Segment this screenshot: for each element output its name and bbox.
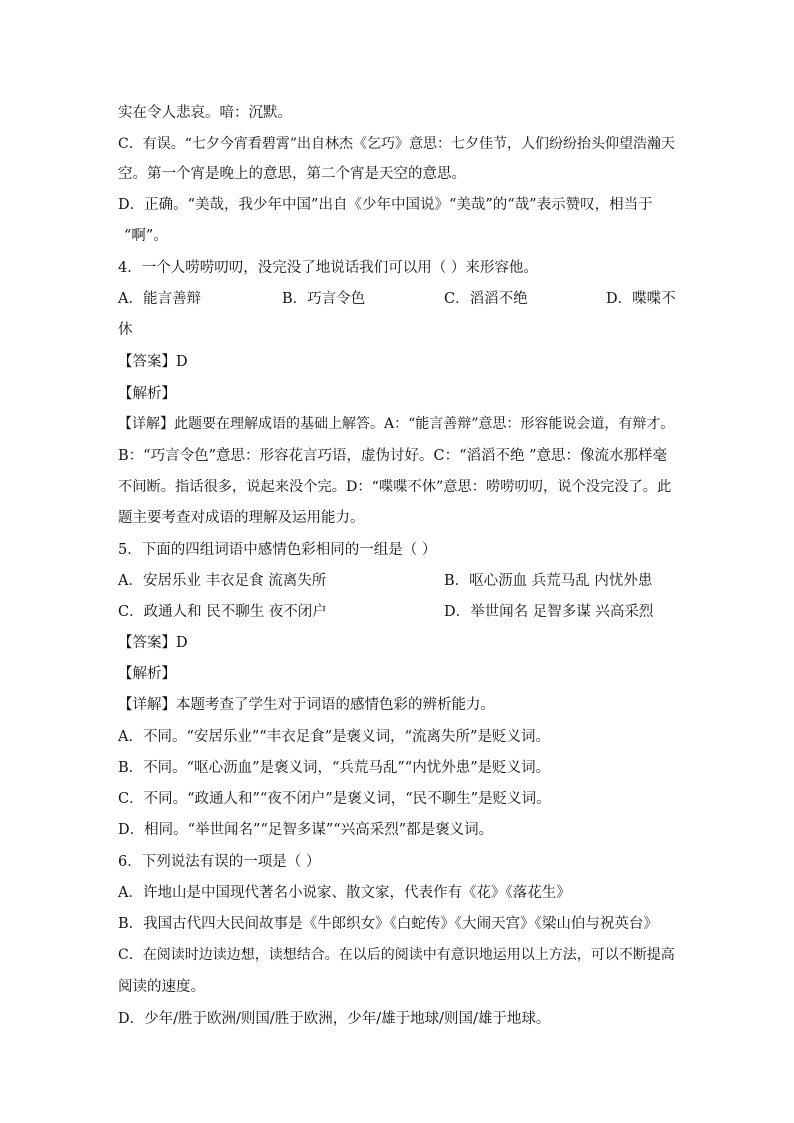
q4-option-d: D．喋喋不: [606, 291, 676, 307]
q5-option-b: B．呕心沥血 兵荒马乱 内忧外患: [444, 573, 653, 589]
q6-option-d: D．少年/胜于欧洲/则国/胜于欧洲，少年/雄于地球/则国/雄于地球。: [118, 1011, 551, 1027]
text-line: 实在令人悲哀。喑：沉默。: [118, 105, 292, 121]
analysis-heading-4: 【解析】: [118, 386, 176, 402]
analysis-heading-5: 【解析】: [118, 666, 176, 682]
analysis-option-c: C．有误。“七夕今宵看碧霄”出自林杰《乞巧》意思：七夕佳节，人们纷纷抬头仰望浩瀚天: [118, 136, 676, 152]
detail-4-line4: 题主要考查对成语的理解及运用能力。: [118, 510, 365, 526]
answer-4: 【答案】D: [118, 354, 188, 370]
q5-option-d: D．举世闻名 足智多谋 兴高采烈: [444, 604, 654, 620]
q5-option-a: A．安居乐业 丰衣足食 流离失所: [118, 573, 327, 589]
q4-option-d-cont: 休: [118, 322, 133, 338]
question-5: 5．下面的四组词语中感情色彩相同的一组是（ ）: [118, 542, 437, 558]
detail-5-line3: B．不同。“呕心沥血”是褒义词，“兵荒马乱”“内忧外患”是贬义词。: [118, 760, 551, 776]
q4-option-b: B．巧言令色: [282, 291, 366, 307]
q4-option-c: C．滔滔不绝: [444, 291, 528, 307]
q6-option-c: C．在阅读时边读边想，读想结合。在以后的阅读中有意识地运用以上方法，可以不断提高: [118, 947, 675, 963]
text-line: “啊”。: [124, 228, 168, 244]
detail-5-line2: A．不同。“安居乐业”“丰衣足食”是褒义词，“流离失所”是贬义词。: [118, 729, 550, 745]
detail-4-line2: B：“巧言令色”意思：形容花言巧语，虚伪讨好。C：“滔滔不绝 ”意思：像流水那样毫: [118, 448, 668, 464]
question-6: 6．下列说法有误的一项是（ ）: [118, 854, 321, 870]
q4-option-a: A．能言善辩: [118, 291, 201, 307]
q6-option-a: A．许地山是中国现代著名小说家、散文家，代表作有《花》《落花生》: [118, 885, 571, 901]
answer-5: 【答案】D: [118, 635, 188, 651]
question-4: 4．一个人唠唠叨叨，没完没了地说话我们可以用（ ）来形容他。: [118, 260, 538, 276]
detail-4-line1: 【详解】此题要在理解成语的基础上解答。A：“能言善辩”意思：形容能说会道，有辩才。: [118, 416, 675, 432]
q6-option-b: B．我国古代四大民间故事是《牛郎织女》《白蛇传》《大闹天宫》《梁山伯与祝英台》: [118, 916, 658, 932]
analysis-option-d: D．正确。“美哉，我少年中国”出自《少年中国说》“美哉”的“哉”表示赞叹，相当于: [118, 197, 653, 213]
detail-5-line4: C．不同。“政通人和”“夜不闭户”是褒义词，“民不聊生”是贬义词。: [118, 791, 551, 807]
text-line: 空。第一个宵是晚上的意思，第二个宵是天空的意思。: [118, 166, 466, 182]
detail-4-line3: 不间断。指话很多，说起来没个完。D：“喋喋不休”意思：唠唠叨叨，说个没完没了。此: [118, 479, 672, 495]
q5-option-c: C．政通人和 民不聊生 夜不闭户: [118, 604, 327, 620]
detail-5-line1: 【详解】本题考查了学生对于词语的感情色彩的辨析能力。: [118, 697, 495, 713]
q6-option-c-cont: 阅读的速度。: [118, 979, 205, 995]
detail-5-line5: D．相同。“举世闻名”“足智多谋”“兴高采烈”都是褒义词。: [118, 822, 494, 838]
